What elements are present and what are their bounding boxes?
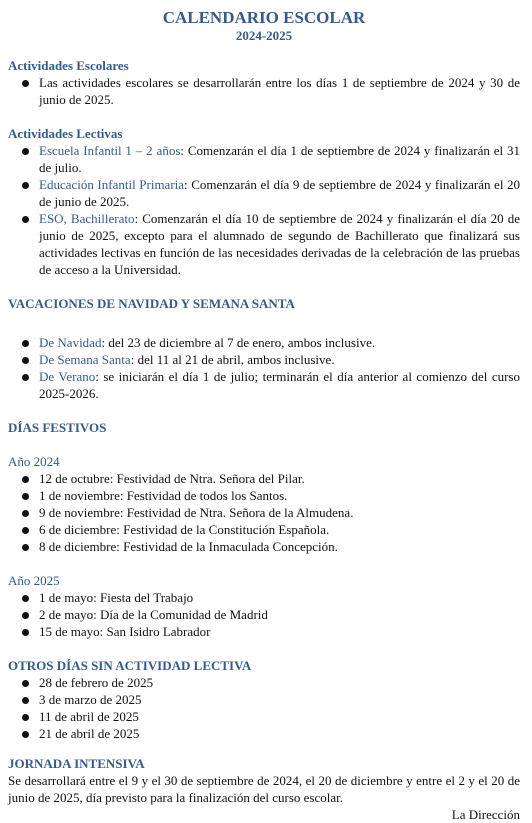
list-item	[8, 210, 520, 278]
section-heading-actividades-escolares: Actividades Escolares	[8, 58, 129, 73]
list-item	[8, 470, 520, 487]
section-heading-vacaciones: VACACIONES DE NAVIDAD Y SEMANA SANTA	[8, 296, 295, 311]
actividades-lectivas-list	[8, 142, 520, 278]
list-item	[8, 74, 520, 108]
list-item-text: 9 de noviembre: Festividad de Ntra. Señora de la Almudena.	[39, 505, 354, 520]
list-item	[8, 368, 520, 402]
list-item-text: 28 de febrero de 2025	[39, 675, 154, 690]
list-item-key: De Verano	[39, 369, 96, 384]
list-item-text: 15 de mayo: San Isidro Labrador	[39, 624, 211, 639]
section-heading-otros-dias: OTROS DÍAS SIN ACTIVIDAD LECTIVA	[8, 658, 252, 673]
list-item	[8, 487, 520, 504]
list-item	[8, 674, 520, 691]
list-item	[8, 351, 520, 368]
year-heading-2024: Año 2024	[8, 454, 60, 469]
list-item-text: : del 23 de diciembre al 7 de enero, ambos inclusive.	[101, 335, 376, 350]
list-item-key: De Semana Santa	[39, 352, 131, 367]
page-title: CALENDARIO ESCOLAR	[162, 8, 366, 27]
list-item-text: 11 de abril de 2025	[39, 709, 139, 724]
list-item-text: : del 11 al 21 de abril, ambos inclusive.	[130, 352, 335, 367]
list-item-text: 8 de diciembre: Festividad de la Inmaculada Concepción.	[39, 539, 338, 554]
actividades-escolares-list	[8, 74, 520, 108]
list-item	[8, 521, 520, 538]
list-item	[8, 142, 520, 176]
list-item-text: : Comenzarán el día 9 de septiembre de 2024 y finalizarán el 20 de junio de 2025.	[39, 177, 521, 209]
list-item	[8, 606, 520, 623]
list-item-text: 6 de diciembre: Festividad de la Constitución Española.	[39, 522, 330, 537]
section-heading-jornada-intensiva: JORNADA INTENSIVA	[8, 756, 145, 771]
list-item-text: 2 de mayo: Día de la Comunidad de Madrid	[39, 607, 268, 622]
list-item	[8, 725, 520, 742]
list-item	[8, 691, 520, 708]
list-item	[8, 538, 520, 555]
jornada-intensiva-text: Se desarrollará entre el 9 y el 30 de septiembre de 2024, el 20 de diciembre y entre el 2 y el 20 de junio de 2025, día previsto para la finalización del curso escolar.	[8, 773, 520, 805]
signature: La Dirección	[451, 807, 520, 822]
section-heading-actividades-lectivas: Actividades Lectivas	[8, 126, 123, 141]
list-item-text: Las actividades escolares se desarrollarán entre los días 1 de septiembre de 2024 y 30 de junio de 2025.	[39, 75, 520, 107]
list-item-text: 3 de marzo de 2025	[39, 692, 142, 707]
year-heading-2025: Año 2025	[8, 573, 60, 588]
list-item-text: 1 de noviembre: Festividad de todos los Santos.	[39, 488, 288, 503]
otros-dias-list	[8, 674, 520, 742]
list-item	[8, 623, 520, 640]
list-item-text: 1 de mayo: Fiesta del Trabajo	[39, 590, 194, 605]
festivos-2025-list	[8, 589, 520, 640]
section-heading-dias-festivos: DÍAS FESTIVOS	[8, 420, 107, 435]
list-item-key: De Navidad	[39, 335, 102, 350]
vacaciones-list	[8, 334, 520, 402]
list-item-text: 21 de abril de 2025	[39, 726, 140, 741]
list-item	[8, 708, 520, 725]
list-item-text: : Comenzarán el día 1 de septiembre de 2024 y finalizarán el 31 de julio.	[39, 143, 520, 175]
list-item-text: : Comenzarán el día 10 de septiembre de 2024 y finalizarán el día 20 de junio de 2025, excepto para el alumnado de segundo de Bachillerato que finalizará sus actividades lectivas en función de las necesidades derivadas de la celebración de las pruebas de acceso a la Universidad.	[39, 211, 520, 277]
list-item-key: Escuela Infantil 1 – 2 años	[39, 143, 181, 158]
list-item-text: 12 de octubre: Festividad de Ntra. Señora del Pilar.	[39, 471, 305, 486]
list-item	[8, 334, 520, 351]
list-item	[8, 589, 520, 606]
list-item	[8, 176, 520, 210]
page-subtitle: 2024-2025	[235, 28, 293, 43]
list-item-key: Educación Infantil Primaria	[39, 177, 185, 192]
list-item-text: : se iniciarán el día 1 de julio; terminarán el día anterior al comienzo del curso 2025-2026.	[39, 369, 520, 401]
festivos-2024-list	[8, 470, 520, 555]
list-item-key: ESO, Bachillerato	[39, 211, 135, 226]
list-item	[8, 504, 520, 521]
